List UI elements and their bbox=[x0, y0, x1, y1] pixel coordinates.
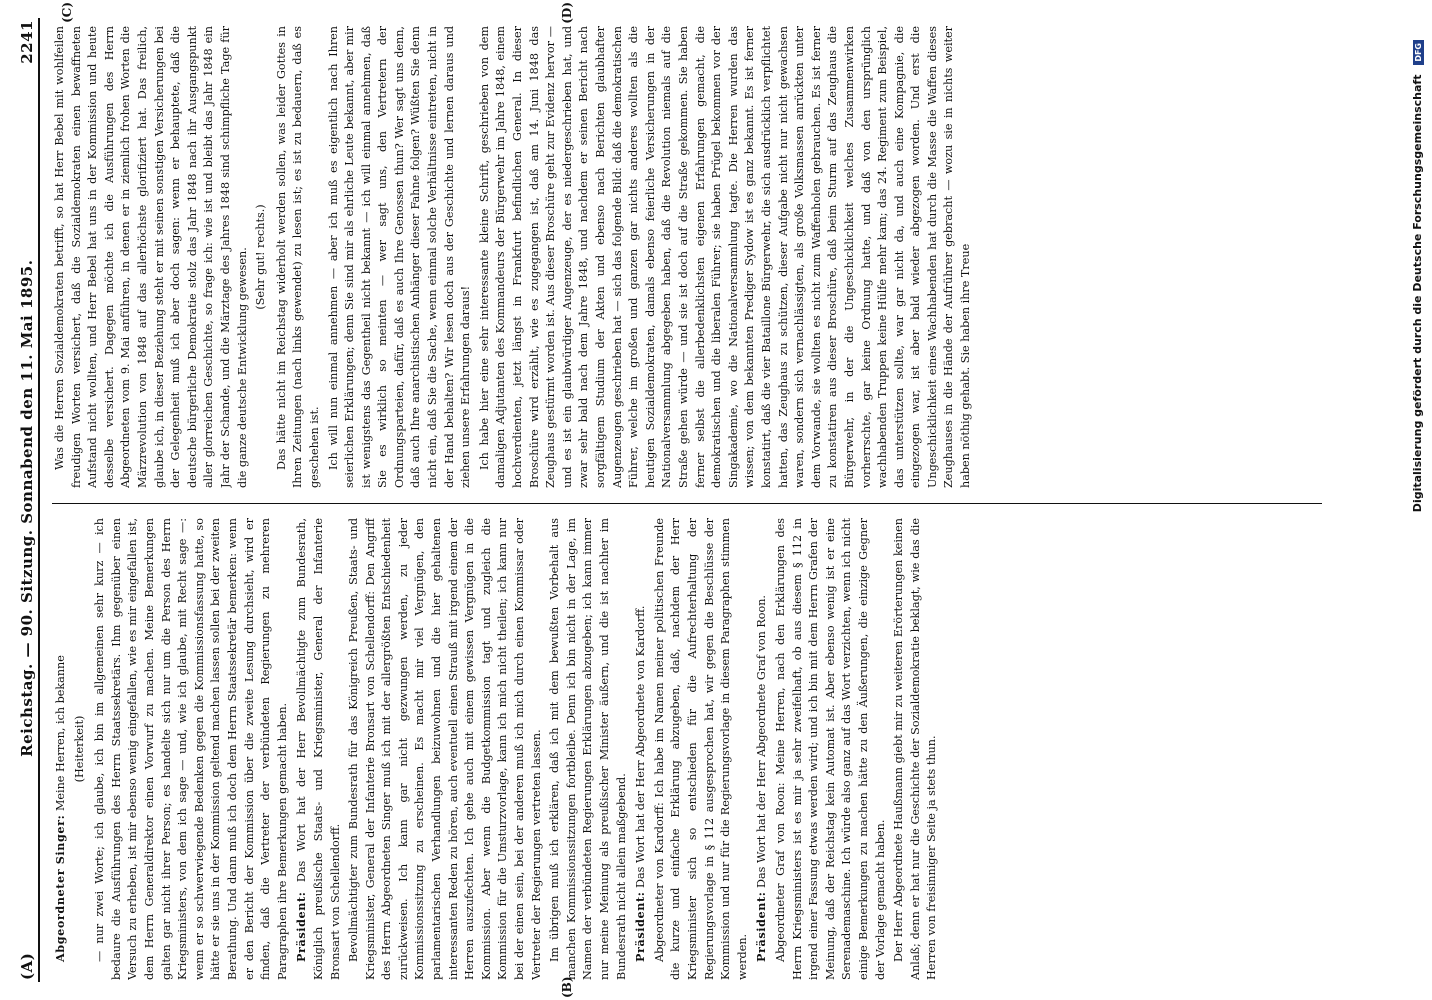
digitization-note: Digitalisierung gefördert durch die Deutsche Forschungsgemeinschaft bbox=[1411, 74, 1424, 513]
paragraph-text: Was die Herren Sozialdemokraten betrifft, so hat Herr Bebel mit wohlfeilen freudigen Worten versichert, daß die Sozialdemokraten einen bewaffneten Aufstand nicht wollten, und Herr Bebel hat uns in der Kommission und heute desselbe versichert. Dagegen möchte ich die Ausführungen des Herrn Abgeordneten vom 9. Mai anführen, in denen er in ziemlich frohen Worten die Märzrevolution von 1848 auf das allerhöchste glorifiziert hat. Das freilich, glaube ich, in dieser Beziehung steht er mit seinen sonstigen Versicherungen bei der Gelegenheit muß ich aber doch sagen: wenn er behauptete, daß die deutsche bürgerliche Demokratie stolz das Jahr 1848 nach ihr Ausgangspunkt aller glorreichen Geschichte, so frage ich: wie ist und bleibt das Jahr 1848 ein Jahr der Schande, und die Märztage des Jahres 1848 sind schimpfliche Tage für die ganze deutsche Entwicklung gewesen. bbox=[53, 26, 249, 488]
paragraph bbox=[632, 518, 650, 980]
page-number: 2241 bbox=[18, 20, 36, 64]
paragraph-text: — nur zwei Worte; ich glaube, ich bin im allgemeinen sehr kurz — ich bedaure die Ausführungen des Herrn Staatssekretärs. Ihm gegenüber einen Versuch zu erheben, ist mir ebenso wenig eingefallen, wie es mir eingefallen ist, dem Herrn Generaldirektor einen Vorwurf zu machen. Meine Bemerkungen galten gar nicht ihrer Person; es handelte sich nur um die Person des Herrn Kriegsministers, von dem ich sage — und, wie ich glaube, mit Recht sage —: wenn er so schwerwiegende Bedenken gegen die Kommissionsfassung hatte, so hätte er sie uns in der Kommission geltend machen lassen sollen bei der zweiten Berathung. Und dann muß ich doch dem Herrn Staatssekretär bemerken: wenn er den Bericht der Kommission über die zweite Lesung durchsieht, wird er finden, daß die Vertreter der verbündeten Regierungen zu mehreren Paragraphen ihre Bemerkungen gemacht haben. bbox=[93, 518, 289, 980]
left-text-column bbox=[52, 518, 1372, 980]
speaker-name: Abgeordneter Singer: bbox=[53, 814, 67, 962]
page-title: Reichstag. — 90. Sitzung. Sonnabend den 11. Mai 1895. bbox=[18, 259, 36, 757]
paragraph-text: Das Wort hat der Herr Abgeordnete von Kardorff. bbox=[634, 605, 648, 892]
paragraph bbox=[52, 26, 251, 488]
margin-marker-c: (C) bbox=[60, 2, 74, 23]
column-divider bbox=[52, 503, 1322, 504]
paragraph-text: Abgeordneter Graf von Roon: Meine Herren, nach den Erklärungen des Herrn Kriegsministers ist es mir ja sehr zweifelhaft, ob aus diesem § 112 in irgend einer Fassung etwas werden wird; und ich bin mit dem Herrn Grafen der Meinung, daß der Reichstag kein Automat ist. Aber ebenso wenig ist er eine Serenademaschine. Ich würde also ganz auf das Wort verzichten, wenn ich nicht einige Bemerkungen zu machen hätte zu den Äußerungen, die einzige Gegner der Vorlage gemacht haben. bbox=[773, 518, 887, 980]
paragraph-text: Im übrigen muß ich erklären, daß ich mit dem bewußten Vorbehalt aus manchen Kommissionssitzungen fortbleibe. Denn ich bin nicht in der Lage, im Namen der verbündeten Regierungen Erklärungen abzugeben; ich kann immer nur meine Meinung als preußischer Minister äußern, und die ist nachher im Bundesrath nicht allein maßgebend. bbox=[548, 518, 628, 980]
paragraph bbox=[274, 26, 324, 488]
right-text-column bbox=[52, 26, 1372, 488]
paragraph-text: Das Wort hat der Herr Abgeordnete Graf von Roon. bbox=[755, 595, 769, 892]
dfg-logo: DFG bbox=[1413, 40, 1424, 65]
paragraph-text: Ich habe hier eine sehr interessante kleine Schrift, geschrieben von dem damaligen Adjutanten des Kommandeurs der Bürgerwehr im Jahre 1848, einem hochverdienten, jetzt längst in Frankfurt befindlichen General. In dieser Broschüre wird erzählt, wie es zugegangen ist, daß am 14. Juni 1848 das Zeughaus gestürmt worden ist. Aus dieser Broschüre geht zur Evidenz hervor — und es ist ein glaubwürdiger Augenzeuge, der es niedergeschrieben hat, und zwar sehr bald nach dem Jahre 1848, und nachdem er seinen Bericht nach sorgfältigem Studium der Akten und ebenso nach Berichten glaubhafter Augenzeugen geschrieben hat — sich das folgende Bild: daß die demokratischen Führer, welche im großen und ganzen gar nichts anderes wollten als die heutigen Sozialdemokraten, damals ebenso feierliche Versicherungen in der Nationalversammlung abgegeben haben, daß die Revolution niemals auf die Straße gehen würde — und sie ist doch auf die Straße gekommen. Sie haben ferner selbst die allerbedenklichsten eigenen Erfahrungen gemacht, die demokratischen und die liberalen Führer; sie haben Prügel bekommen vor der Singakademie, wo die Nationalversammlung tagte. Die Herren wurden das wissen; von dem bekannten Prediger Sydow ist es ganz bekannt. Es ist ferner konstatirt, daß die vier Bataillone Bürgerwehr, die sich ausdrücklich verpflichtet hatten, das Zeughaus zu schützen, dieser Aufgabe nicht nur nicht gewachsen waren, sondern sich vernachlässigten, als große Volksmassen anrückten unter dem Vorwande, sie wollten es nicht zum Waffenholen gebrauchen. Es ist ferner zu konstatiren aus dieser Broschüre, daß beim Sturm auf das Zeughaus die Bürgerwehr, in der die Ungeschicklichkeit welches Zusammenwirken vorherrschte, gar keine Ordnung hatte, und daß von den ursprünglich wachhabenden Truppen keine Hülfe mehr kam; das 24. Regiment zum Beispiel, das unterstützen sollte, war gar nicht da, und auch eine Kompagnie, die eingezogen war, ist aber bald wieder abgezogen worden. Und erst die Ungeschicklichkeit eines Wachhabenden hat durch die Masse die Waffen dieses Zeughauses in die Hände der Aufrührer gebracht — wozu sie in nichts weiter haben nöthig gehabt. Sie haben ihre Treue bbox=[477, 26, 973, 488]
speaker-name: Präsident: bbox=[633, 891, 648, 962]
stage-direction: (Heiterkeit) bbox=[72, 715, 86, 783]
paragraph-text: Meine Herren, ich bekanne bbox=[54, 655, 67, 815]
paragraph-text: Ich will nun einmal annehmen — aber ich muß es eigentlich nach Ihren seierlichen Erklärungen; denn Sie sind mir als ehrliche Leute bekannt, aber mir ist wenigstens das Gegentheil nicht bekannt — ich will einmal annehmen, daß Sie es wirklich so meinten — wer sagt uns, den Vertretern der Ordnungsparteien, dafür, daß es auch Ihre Genossen thun? Wer sagt uns denn, daß auch Ihre anarchistischen Anhänger dieser Fahne folgen? Wüßten Sie denn nicht ein, daß Sie die Sache, wenn einmal solche Verhältnisse eintreten, nicht in der Hand behalten? Wir lesen doch aus der Geschichte und lernen daraus und ziehen unsere Erfahrungen daraus! bbox=[326, 26, 473, 488]
margin-marker-b: (B) bbox=[560, 976, 574, 998]
speaker-name: Präsident: bbox=[294, 891, 309, 962]
paragraph-text: Der Herr Abgeordnete Haußmann giebt mir zu weiteren Erörterungen keinen Anlaß; denn er hat nur die Geschichte der Sozialdemokratie beklagt, wie das die Herren von freisinniger Seite ja stets thun. bbox=[892, 518, 939, 980]
paragraph-text: Das hätte nicht im Reichstag widerholt werden sollen, was leider Gottes in Ihren Zeitungen (nach links gewendet) zu lesen ist; es ist zu bedauern, daß es geschehen ist. bbox=[274, 26, 321, 488]
paragraph bbox=[346, 518, 545, 980]
paragraph bbox=[891, 518, 941, 980]
paragraph bbox=[326, 26, 475, 488]
paragraph bbox=[652, 518, 752, 980]
stage-direction: (Sehr gut! rechts.) bbox=[254, 204, 268, 310]
digitization-footer bbox=[1411, 0, 1424, 1000]
paragraph-text: Bevollmächtigter zum Bundesrath für das Königreich Preußen, Staats- und Kriegsminister, General der Infanterie Bronsart von Schellendorff: Den Angriff des Herrn Abgeordneten Singer muß ich mit der allergrößten Entschiedenheit zurückweisen. Ich kann gar nicht gezwungen werden, zu jeder Kommissionssitzung zu erscheinen. Es macht mir viel Vergnügen, den parlamentarischen Verhandlungen beizuwohnen und die hier gehaltenen interessanten Reden zu hören, auch eventuell einen Strauß mit irgend einem der Herren auszufechten. Ich gehe auch mit einem gewissen Vergnügen in die Kommission. Aber wenn die Budgetkommission tagt und zugleich die Kommission für die Umsturzvorlage, kann ich mich nicht theilen; ich kann nur bei der einen sein, bei der anderen muß ich mich durch einen Kommissar oder Vertreter der Regierungen vertreten lassen. bbox=[347, 518, 543, 980]
margin-marker-d: (D) bbox=[560, 2, 574, 24]
paragraph bbox=[547, 518, 630, 980]
paragraph bbox=[293, 518, 344, 980]
paragraph bbox=[753, 518, 771, 980]
page-marker-a: (A) bbox=[18, 952, 36, 980]
speaker-name: Präsident: bbox=[754, 891, 769, 962]
paragraph bbox=[92, 518, 291, 980]
paragraph-text: Das Wort hat der Herr Bevollmächtigte zum Bundesrath, Königlich preußische Staats- und Kriegsminister, General der Infanterie Bronsart von Schellendorff. bbox=[295, 518, 342, 980]
paragraph bbox=[477, 26, 975, 488]
paragraph bbox=[773, 518, 889, 980]
page-header bbox=[8, 20, 36, 980]
paragraph-text: Abgeordneter von Kardorff: Ich habe im Namen meiner politischen Freunde die kurze und einfache Erklärung abzugeben, daß, nachdem der Herr Kriegsminister sich so entschieden für die Aufrechterhaltung der Regierungsvorlage in § 112 ausgesprochen hat, wir gegen die Beschlüsse der Kommission und nur für die Regierungsvorlage in diesem Paragraphen stimmen werden. bbox=[652, 518, 749, 980]
header-rule bbox=[38, 18, 40, 982]
paragraph bbox=[52, 518, 70, 980]
